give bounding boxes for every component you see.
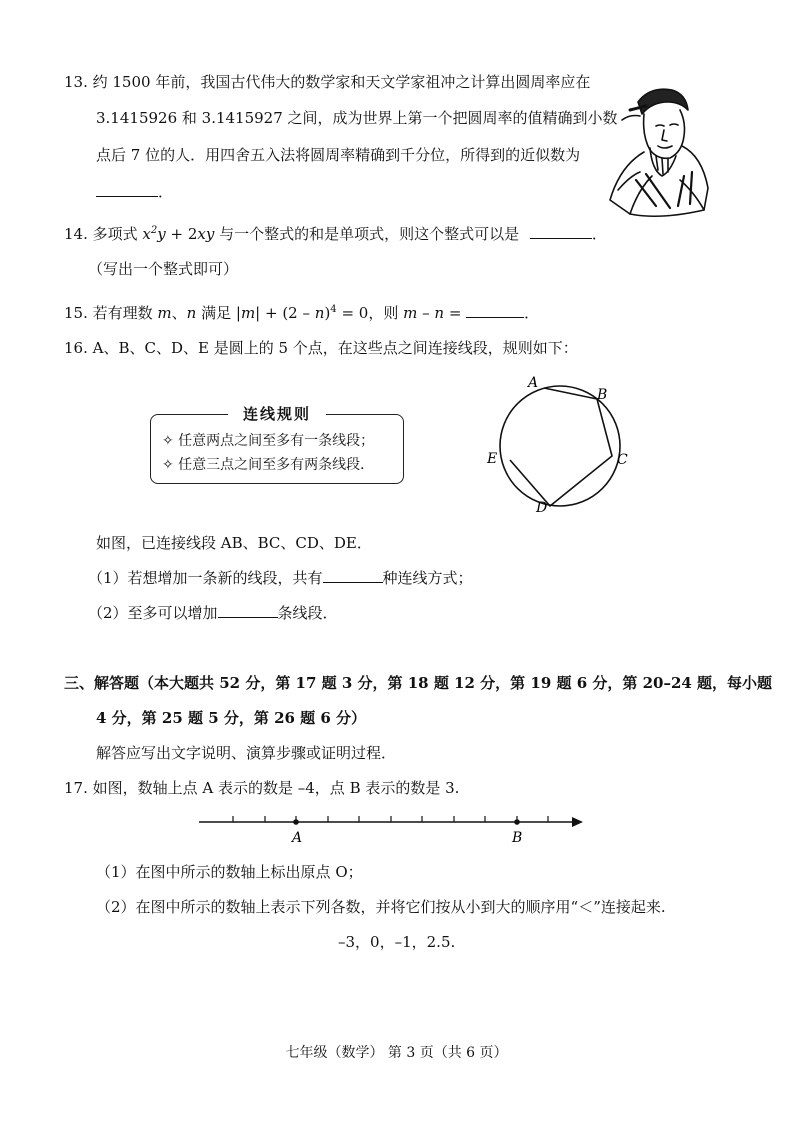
q16-desc: 如图，已连接线段 AB、BC、CD、DE．: [96, 534, 372, 552]
q13-answer-blank[interactable]: [96, 182, 158, 197]
q16-sub1-suffix: 种连线方式；: [382, 569, 473, 587]
q13-line3: 点后 7 位的人．用四舍五入法将圆周率精确到千分位，所得到的近似数为: [96, 146, 581, 164]
q13-line2: 3.1415926 和 3.1415927 之间，成为世界上第一个把圆周率的值精确到小数: [96, 109, 618, 127]
q16-sub2-suffix: 条线段．: [277, 604, 338, 622]
page-footer: 七年级（数学） 第 3 页（共 6 页）: [285, 1045, 508, 1061]
point-a-dot: [293, 819, 299, 825]
q16-sub1-blank[interactable]: [323, 568, 383, 583]
q15-mid: 满足: [196, 304, 236, 322]
q13-end: ．: [158, 183, 174, 201]
section3-line1: 三、解答题（本大题共 52 分，第 17 题 3 分，第 18 题 12 分，第 19 题 6 分，第 20–24 题，每小题: [64, 674, 773, 692]
q15-answer-blank[interactable]: [466, 303, 524, 318]
label-c: C: [617, 452, 628, 468]
q15-line: 15. 若有理数 m、n 满足 |m| + (2 – n)$^4$ = 0，则 m – n = ．: [64, 304, 540, 322]
segments-ab-bc-cd-de: [510, 388, 612, 506]
ticks: [233, 816, 548, 822]
label-b: B: [597, 387, 608, 403]
section3-line2: 4 分，第 25 题 5 分，第 26 题 6 分）: [96, 709, 367, 727]
q16-line1: 16. A、B、C、D、E 是圆上的 5 个点，在这些点之间连接线段，规则如下：: [64, 339, 578, 357]
q17-sub1: （1）在图中所示的数轴上标出原点 O；: [96, 863, 363, 881]
q14-note: （写出一个整式即可）: [88, 260, 239, 278]
point-a-label: A: [292, 830, 303, 846]
q17-line1: 17. 如图，数轴上点 A 表示的数是 –4，点 B 表示的数是 3.: [64, 779, 460, 797]
q15-prefix: 15. 若有理数: [64, 304, 158, 322]
q14-end: ．: [591, 225, 607, 243]
rule-1: ✧ 任意两点之间至多有一条线段；: [162, 433, 375, 449]
q14-mid: 与一个整式的和是单项式，则这个整式可以是: [214, 225, 520, 243]
q13-answer-line: [96, 182, 173, 202]
q13-line1: 13. 约 1500 年前，我国古代伟大的数学家和天文学家祖冲之计算出圆周率应在: [64, 73, 591, 91]
circle-figure: [480, 372, 640, 520]
label-a: A: [528, 375, 539, 391]
number-line: [195, 808, 590, 848]
point-b-label: B: [512, 830, 523, 846]
label-d: D: [536, 500, 548, 516]
rules-title: 连线规则: [228, 404, 326, 424]
q17-sub2: （2）在图中所示的数轴上表示下列各数，并将它们按从小到大的顺序用“＜”连接起来.: [96, 898, 666, 916]
rule-2: ✧ 任意三点之间至多有两条线段．: [162, 457, 375, 473]
q16-sub1-prefix: （1）若想增加一条新的线段，共有: [88, 569, 323, 587]
q14-poly: $x^2y$: [142, 225, 166, 243]
q15-end: ．: [524, 304, 540, 322]
q14-prefix: 14. 多项式: [64, 225, 143, 243]
zu-chongzhi-portrait: [600, 80, 718, 220]
q15-tail: ，则: [368, 304, 404, 322]
q16-sub2: [88, 603, 338, 623]
q17-numbers: –3，0，–1，2.5.: [338, 933, 456, 951]
label-e: E: [487, 451, 498, 467]
q16-sub1: [88, 568, 473, 588]
point-b-dot: [514, 819, 520, 825]
q14-answer-blank[interactable]: [530, 224, 592, 239]
q16-sub2-blank[interactable]: [218, 603, 278, 618]
q16-sub2-prefix: （2）至多可以增加: [88, 604, 218, 622]
section3-line3: 解答应写出文字说明、演算步骤或证明过程．: [96, 744, 397, 762]
circle: [500, 386, 620, 506]
axis-arrow: [572, 817, 583, 827]
q14-line: 14. 多项式 $x^2y + 2xy$ 与一个整式的和是单项式，则这个整式可以是 ．: [64, 225, 607, 243]
